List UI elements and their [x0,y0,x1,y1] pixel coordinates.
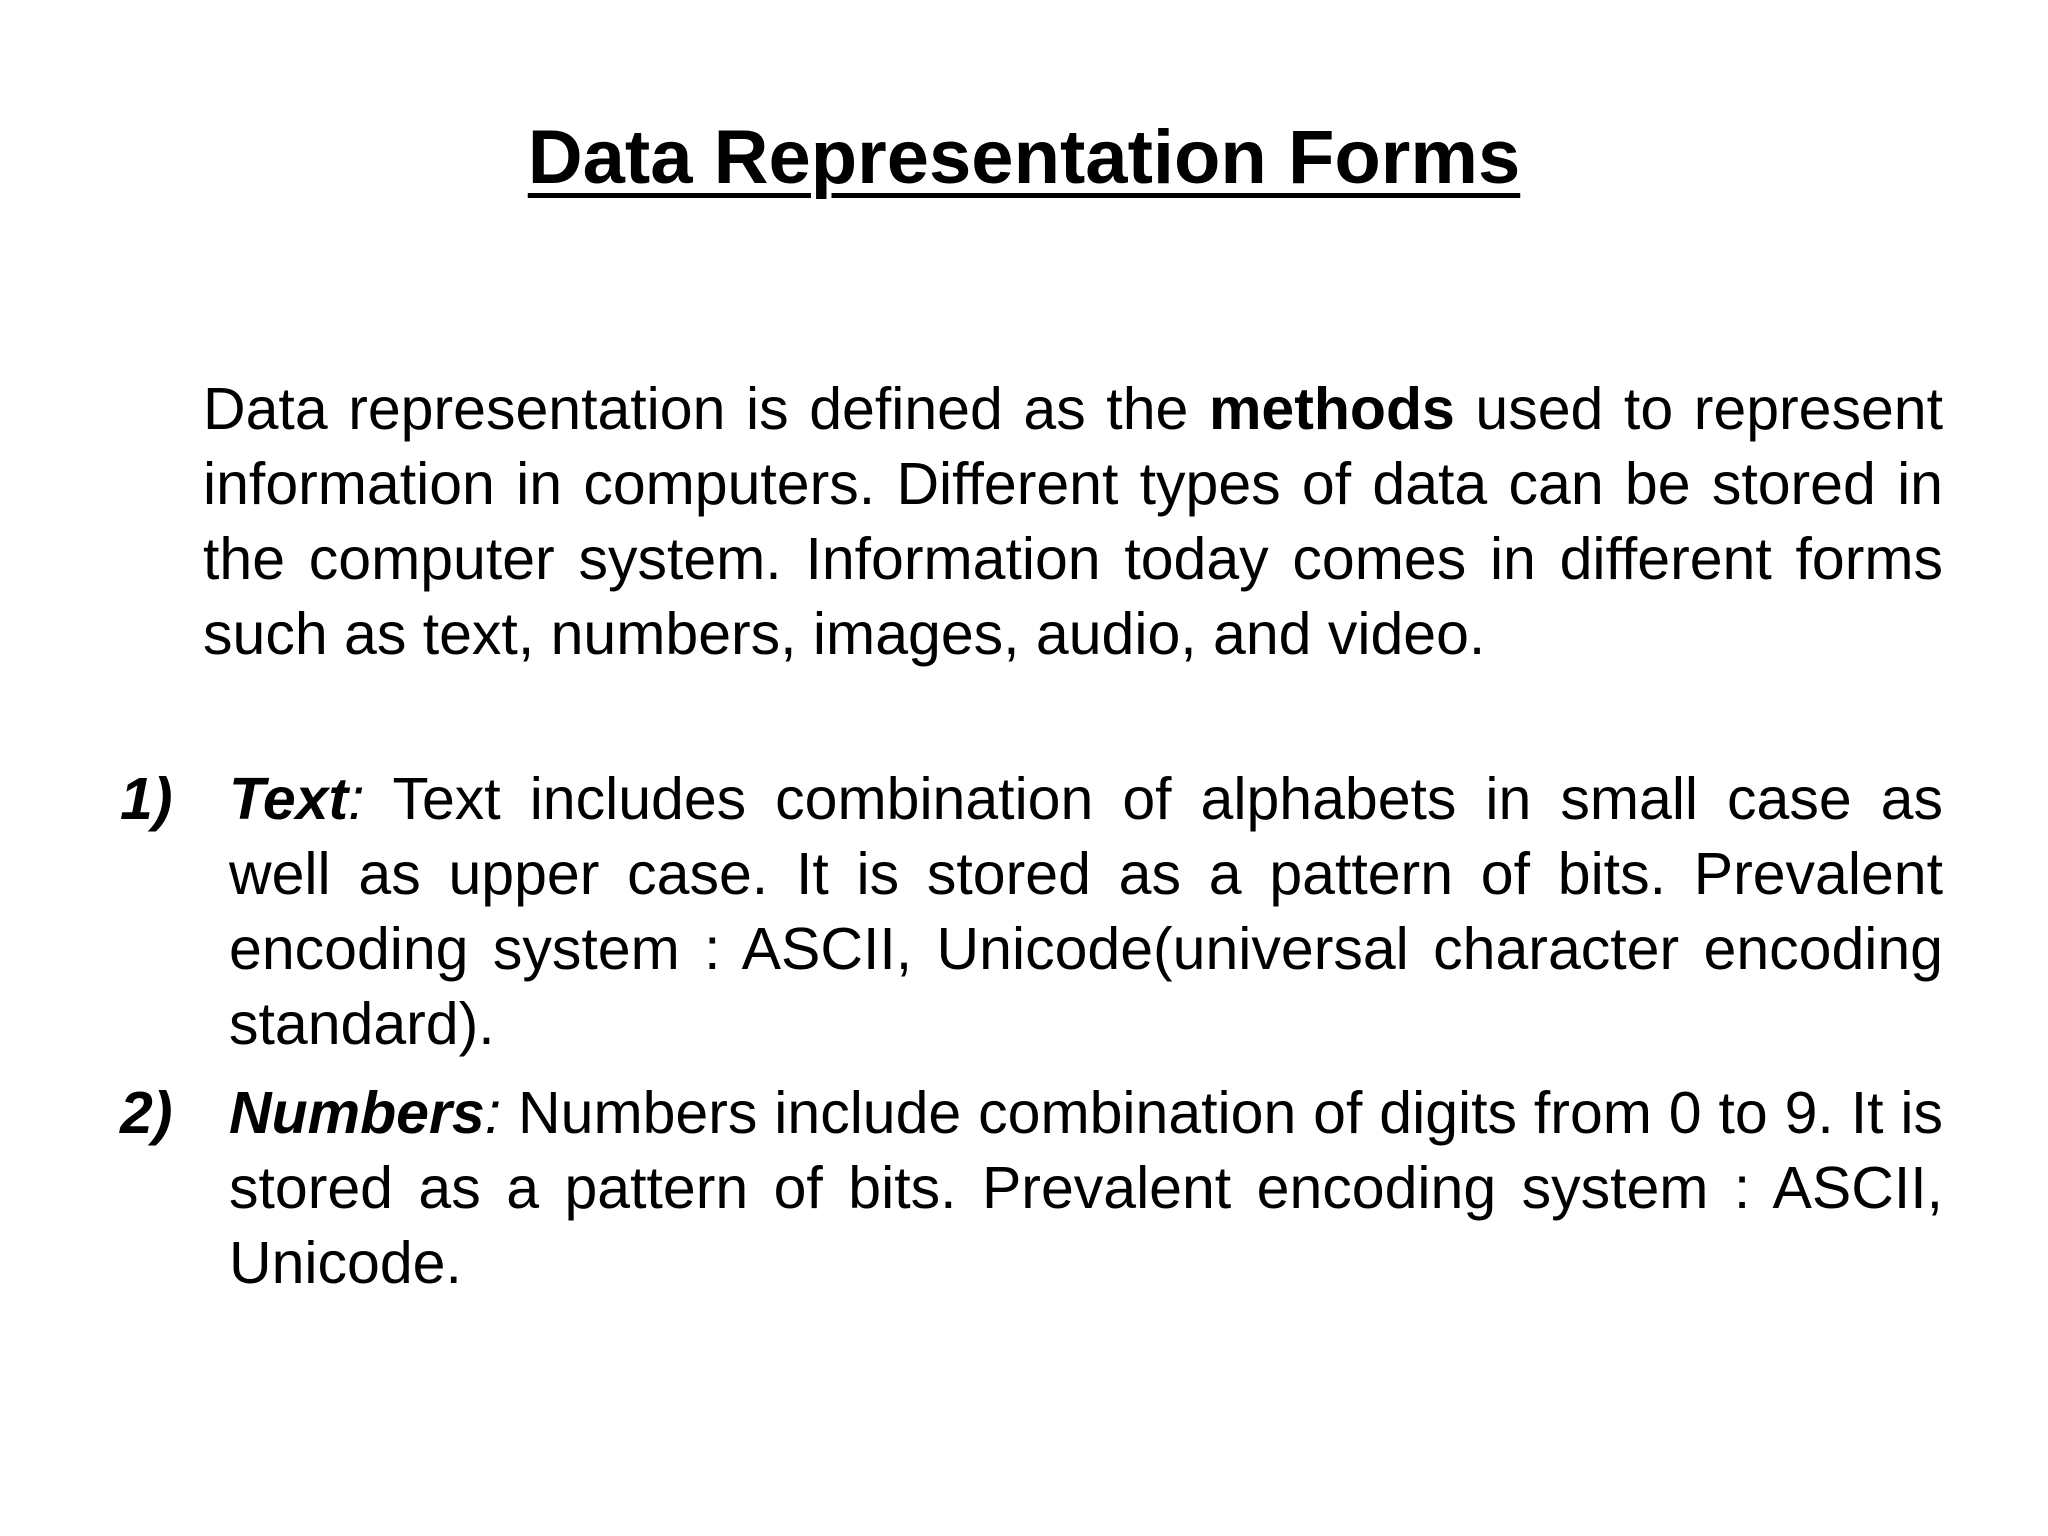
intro-text-start: Data representation is defined as the [203,376,1209,442]
list-item-term: Numbers [229,1080,485,1146]
intro-bold-word: methods [1208,376,1455,442]
list-item-body [229,1076,1943,1301]
slide-title: Data Representation Forms [527,115,1521,200]
list-item-description: Text includes combination of alphabets in small case as well as upper case. It is stored as a pattern of bits. Prevalent encoding system : ASCII, Unicode(universal character encoding standard). [229,766,1943,1057]
intro-text-end: used to represent information in computers. Different types of data can be stored in the computer system. Information today comes in different forms such as text, numbers, images, audio, and video. [203,376,1943,667]
intro-paragraph [203,372,1943,672]
list-item-description: Numbers include combination of digits from 0 to 9. It is stored as a pattern of bits. Prevalent encoding system : ASCII, Unicode. [229,1080,1943,1296]
list-item-colon: : [484,1080,502,1146]
list-number: 2) [120,1080,173,1146]
list-item-term: Text [229,766,349,832]
list-number: 1) [120,766,173,832]
list-item-body [229,762,1943,1062]
list-item-colon: : [348,766,365,832]
